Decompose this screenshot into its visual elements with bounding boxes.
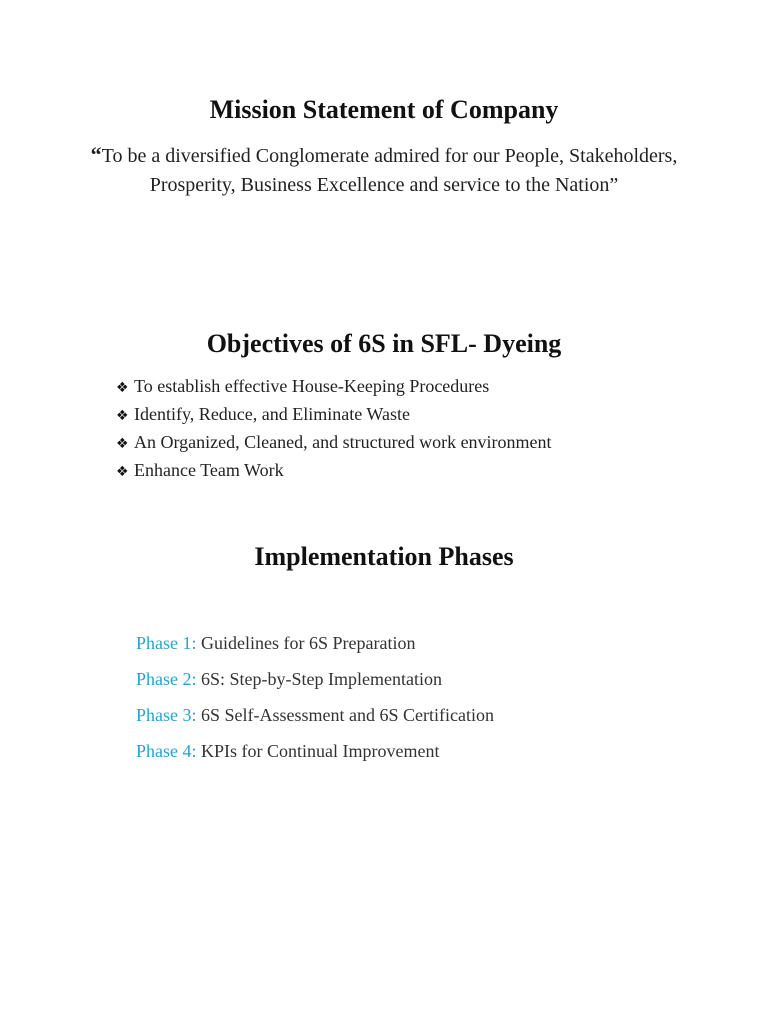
list-item bbox=[116, 457, 552, 485]
phase-text: 6S: Step-by-Step Implementation bbox=[201, 669, 442, 689]
objectives-heading: Objectives of 6S in SFL- Dyeing bbox=[206, 329, 562, 358]
objective-text: Enhance Team Work bbox=[134, 460, 284, 480]
phase-text: Guidelines for 6S Preparation bbox=[201, 633, 416, 653]
diamond-bullet-icon: ❖ bbox=[116, 380, 129, 396]
phase-text: KPIs for Continual Improvement bbox=[201, 741, 440, 761]
list-item bbox=[116, 373, 552, 401]
phase-label: Phase 1: bbox=[136, 633, 197, 653]
phases-heading: Implementation Phases bbox=[254, 542, 514, 571]
diamond-bullet-icon: ❖ bbox=[116, 436, 129, 452]
phase-label: Phase 4: bbox=[136, 741, 197, 761]
mission-statement-text: To be a diversified Conglomerate admired for our People, Stakeholders, Prosperity, Business Excellence and service to the Nation” bbox=[101, 145, 678, 196]
objective-text: Identify, Reduce, and Eliminate Waste bbox=[134, 404, 410, 424]
objective-text: An Organized, Cleaned, and structured work environment bbox=[134, 432, 552, 452]
phase-text: 6S Self-Assessment and 6S Certification bbox=[201, 705, 494, 725]
list-item bbox=[136, 668, 494, 704]
mission-statement bbox=[60, 140, 708, 200]
diamond-bullet-icon: ❖ bbox=[116, 464, 129, 480]
list-item bbox=[116, 401, 552, 429]
mission-heading: Mission Statement of Company bbox=[209, 95, 559, 124]
list-item bbox=[136, 704, 494, 740]
objectives-list bbox=[116, 373, 552, 485]
phase-label: Phase 3: bbox=[136, 705, 197, 725]
list-item bbox=[116, 429, 552, 457]
diamond-bullet-icon: ❖ bbox=[116, 408, 129, 424]
list-item bbox=[136, 632, 494, 668]
open-quote: “ bbox=[90, 142, 102, 167]
list-item bbox=[136, 740, 494, 776]
phase-label: Phase 2: bbox=[136, 669, 197, 689]
phases-list bbox=[136, 632, 494, 776]
objective-text: To establish effective House-Keeping Procedures bbox=[134, 376, 490, 396]
